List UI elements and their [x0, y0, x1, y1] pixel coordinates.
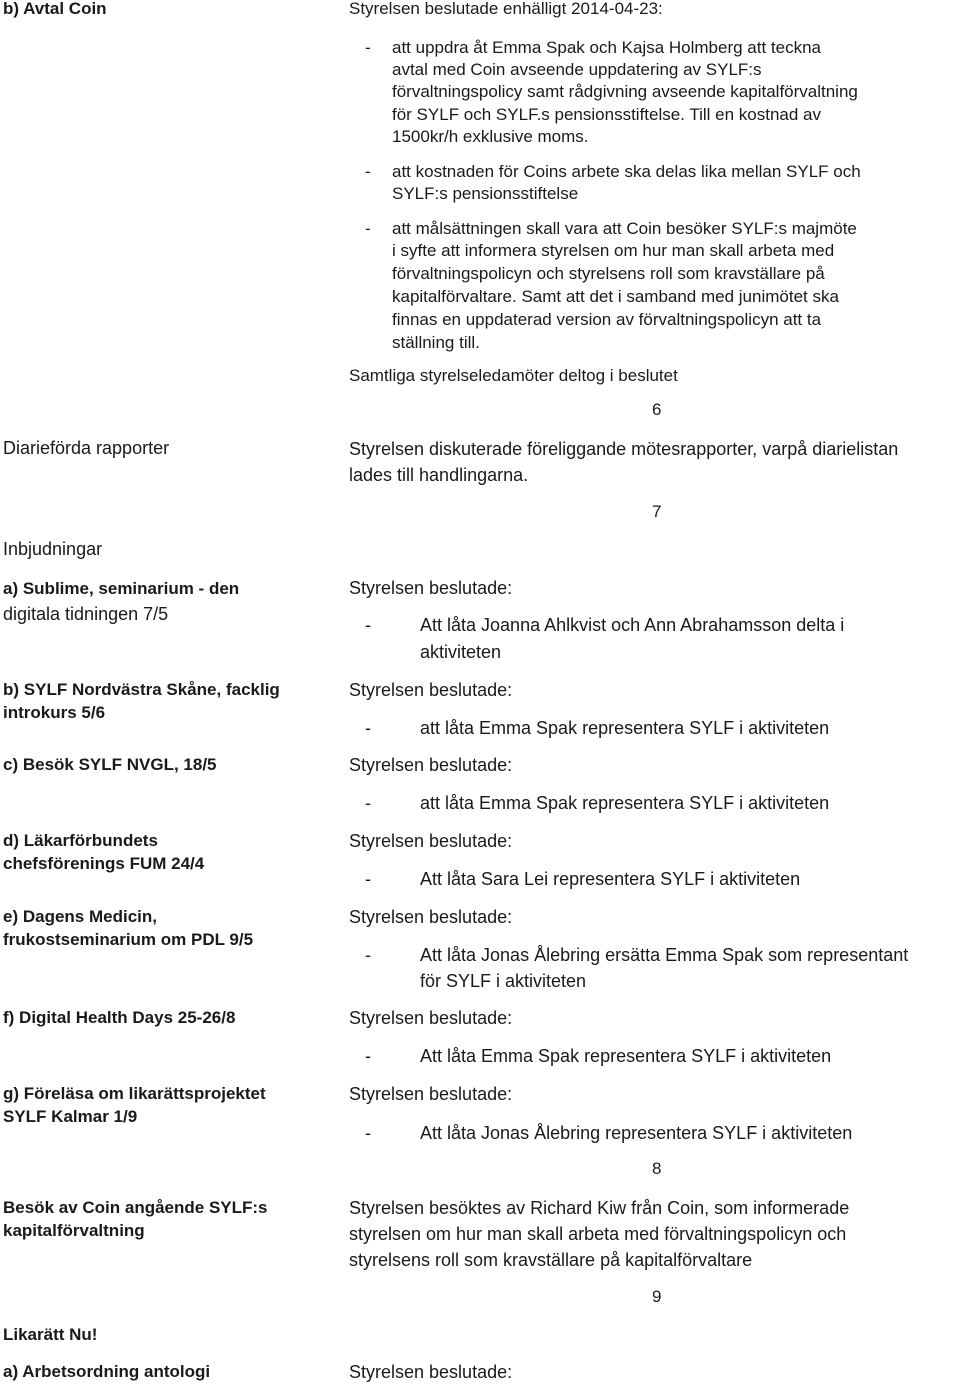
heading-besok-coin-line1: Besök av Coin angående SYLF:s — [3, 1198, 268, 1217]
bullet-dash: - — [365, 945, 371, 965]
decision-c: att låta Emma Spak representera SYLF i aktiviteten — [420, 793, 830, 813]
beslutade-c: Styrelsen beslutade: — [349, 755, 513, 775]
bullet-dash: - — [365, 162, 371, 181]
heading-inbjudningar: Inbjudningar — [3, 539, 103, 559]
decision-d: Att låta Sara Lei representera SYLF i aktiviteten — [420, 869, 801, 889]
invite-a-line1: a) Sublime, seminarium - den — [3, 579, 240, 598]
bullet3-line3: förvaltningspolicyn och styrelsens roll som kravställare på — [392, 264, 825, 283]
bullet-dash: - — [365, 219, 371, 238]
bullet-dash: - — [365, 793, 371, 813]
diarie-text-line1: Styrelsen diskuterade föreliggande mötesrapporter, varpå diarielistan — [349, 439, 899, 459]
bullet3-line6: ställning till. — [392, 333, 480, 352]
invite-d-line1: d) Läkarförbundets — [3, 831, 158, 850]
invite-e-line1: e) Dagens Medicin, — [3, 907, 157, 926]
bullet3-line2: i syfte att informera styrelsen om hur man skall arbeta med — [392, 241, 835, 260]
beslutade-likaratt: Styrelsen beslutade: — [349, 1362, 513, 1382]
bullet-dash: - — [365, 1046, 371, 1066]
section-number-7: 7 — [652, 502, 662, 521]
invite-c: c) Besök SYLF NVGL, 18/5 — [3, 755, 217, 774]
invite-b-line1: b) SYLF Nordvästra Skåne, facklig — [3, 680, 280, 699]
bullet-dash: - — [365, 869, 371, 889]
bullet3-line4: kapitalförvaltare. Samt att det i samband med junimötet ska — [392, 287, 839, 306]
decision-g: Att låta Jonas Ålebring representera SYLF i aktiviteten — [420, 1123, 853, 1143]
heading-arbetsordning: a) Arbetsordning antologi — [3, 1362, 211, 1381]
decision-f: Att låta Emma Spak representera SYLF i aktiviteten — [420, 1046, 832, 1066]
beslutade-e: Styrelsen beslutade: — [349, 907, 513, 927]
section-number-6: 6 — [652, 400, 662, 419]
decision-b: att låta Emma Spak representera SYLF i aktiviteten — [420, 718, 830, 738]
heading-likaratt: Likarätt Nu! — [3, 1325, 98, 1344]
beslutade-a: Styrelsen beslutade: — [349, 578, 513, 598]
beslutade-d: Styrelsen beslutade: — [349, 831, 513, 851]
beslutade-b: Styrelsen beslutade: — [349, 680, 513, 700]
section-number-9: 9 — [652, 1287, 662, 1306]
coin-visit-line2: styrelsen om hur man skall arbeta med förvaltningspolicyn och — [349, 1224, 847, 1244]
bullet1-line1: att uppdra åt Emma Spak och Kajsa Holmberg att teckna — [392, 38, 822, 57]
invite-g-line1: g) Föreläsa om likarättsprojektet — [3, 1084, 266, 1103]
decision-a-line1: Att låta Joanna Ahlkvist och Ann Abrahamsson delta i — [420, 615, 845, 635]
decision-e-line1: Att låta Jonas Ålebring ersätta Emma Spak som representant — [420, 945, 909, 965]
bullet-dash: - — [365, 615, 371, 635]
decision-e-line2: för SYLF i aktiviteten — [420, 971, 587, 991]
invite-g-line2: SYLF Kalmar 1/9 — [3, 1107, 138, 1126]
decision-header: Styrelsen beslutade enhälligt 2014-04-23: — [349, 0, 663, 18]
invite-f: f) Digital Health Days 25-26/8 — [3, 1008, 236, 1027]
decision-a-line2: aktiviteten — [420, 642, 502, 662]
bullet1-line5: 1500kr/h exklusive moms. — [392, 127, 589, 146]
bullet1-line3: förvaltningspolicy samt rådgivning avseende kapitalförvaltning — [392, 82, 858, 101]
bullet1-line4: för SYLF och SYLF.s pensionsstiftelse. Till en kostnad av — [392, 105, 821, 124]
samtliga-note: Samtliga styrelseledamöter deltog i beslutet — [349, 366, 678, 385]
heading-besok-coin-line2: kapitalförvaltning — [3, 1221, 145, 1240]
section-number-8: 8 — [652, 1159, 662, 1178]
coin-visit-line3: styrelsens roll som kravställare på kapitalförvaltare — [349, 1250, 753, 1270]
bullet2-line1: att kostnaden för Coins arbete ska delas lika mellan SYLF och — [392, 162, 861, 181]
heading-diarieforda-rapporter: Diarieförda rapporter — [3, 438, 170, 458]
invite-d-line2: chefsförenings FUM 24/4 — [3, 854, 205, 873]
heading-avtal-coin: b) Avtal Coin — [3, 0, 107, 18]
invite-e-line2: frukostseminarium om PDL 9/5 — [3, 930, 254, 949]
coin-visit-line1: Styrelsen besöktes av Richard Kiw från Coin, som informerade — [349, 1198, 850, 1218]
invite-b-line2: introkurs 5/6 — [3, 703, 106, 722]
bullet2-line2: SYLF:s pensionsstiftelse — [392, 184, 579, 203]
bullet-dash: - — [365, 1123, 371, 1143]
beslutade-f: Styrelsen beslutade: — [349, 1008, 513, 1028]
beslutade-g: Styrelsen beslutade: — [349, 1084, 513, 1104]
diarie-text-line2: lades till handlingarna. — [349, 465, 529, 485]
bullet3-line1: att målsättningen skall vara att Coin besöker SYLF:s majmöte — [392, 219, 857, 238]
bullet1-line2: avtal med Coin avseende uppdatering av SYLF:s — [392, 60, 762, 79]
bullet-dash: - — [365, 38, 371, 57]
invite-a-line2: digitala tidningen 7/5 — [3, 604, 169, 624]
bullet-dash: - — [365, 718, 371, 738]
bullet3-line5: finnas en uppdaterad version av förvaltningspolicyn att ta — [392, 310, 822, 329]
